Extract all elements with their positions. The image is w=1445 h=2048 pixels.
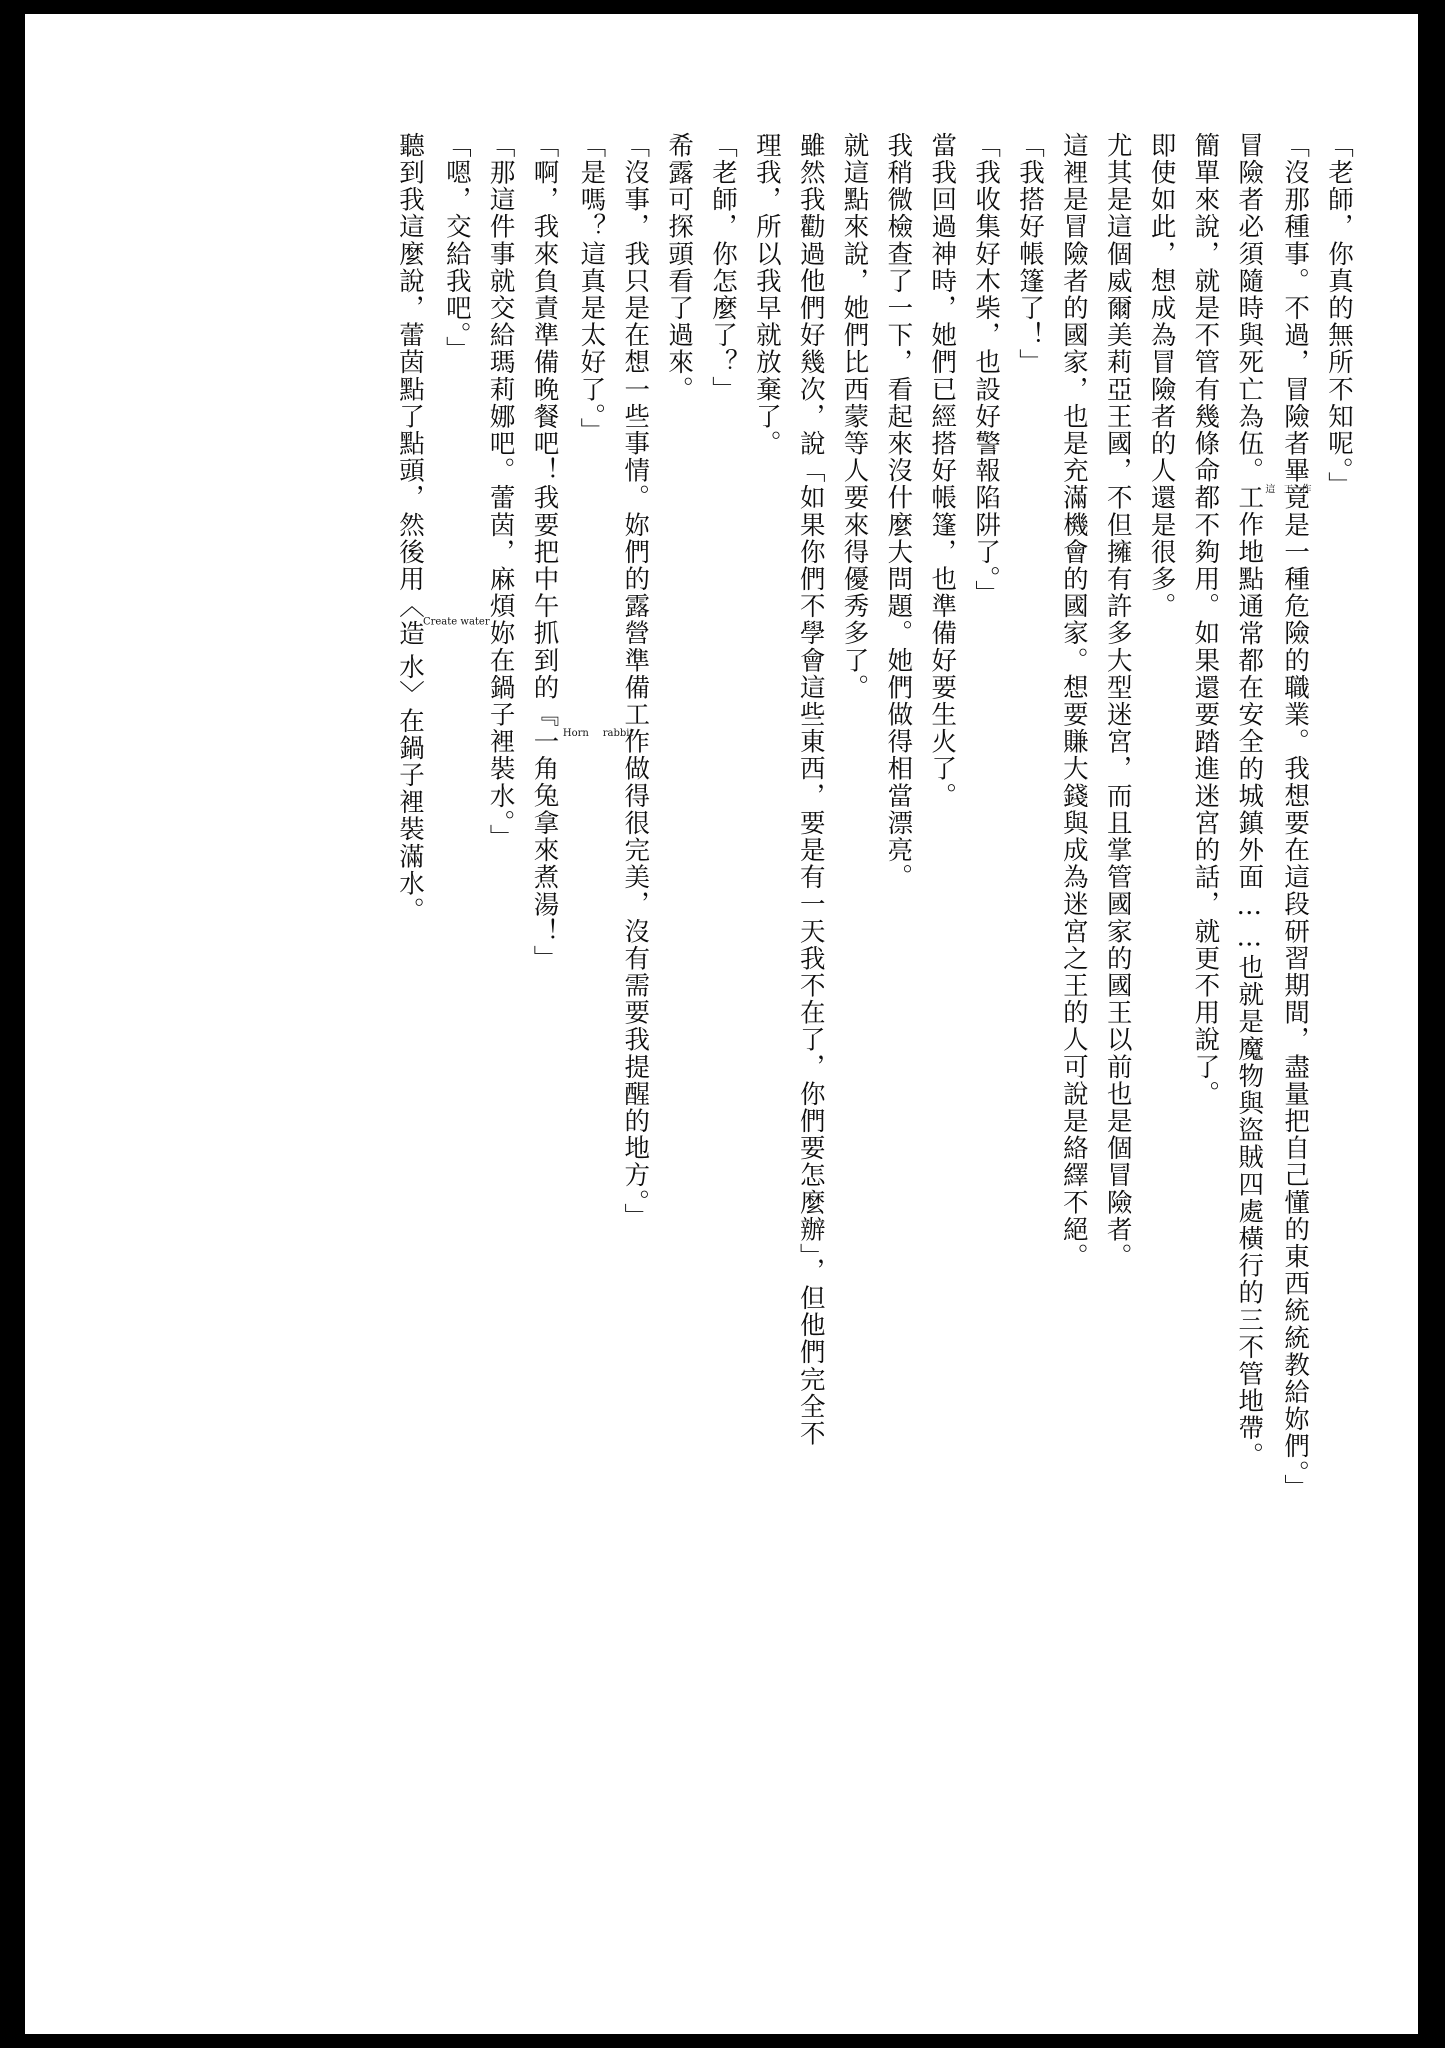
- paragraph-line: [478, 132, 522, 1552]
- paragraph-line: [656, 132, 700, 1552]
- ruby-text: Create water: [422, 616, 434, 684]
- line-text: 「沒事，我只是在想一些事情。妳們的露營準備工作做得很完美，沒有需要我提醒的地方。」: [620, 132, 651, 1231]
- paragraph-line: [744, 132, 788, 1552]
- paragraph-line: 聽到我這麼說，蕾茵點了點頭，然後用〈造水Create water〉在鍋子裡裝滿水。: [394, 132, 434, 925]
- ruby-text: Horn rabbit: [557, 728, 569, 810]
- line-text: 雖然我勸過他們好幾次，說「如果你們不學會這些東西，要是有一天我不在了，你們要怎麼辦」，但他們完全不: [795, 132, 826, 1448]
- line-text: 尤其是這個威爾美莉亞王國，不但擁有許多大型迷宮，而且掌管國家的國王以前也是個冒險者。: [1102, 132, 1133, 1271]
- paragraph-line: [434, 132, 478, 1552]
- ruby-annotated-word: 造水Create water: [394, 616, 434, 684]
- paragraph-line: [700, 132, 744, 1552]
- paragraph-line: [919, 132, 963, 1552]
- ruby-annotated-word: 一角兔Horn rabbit: [529, 728, 569, 810]
- novel-body-text: [130, 132, 1360, 1552]
- line-text: 「老師，你真的無所不知呢。」: [1324, 132, 1354, 499]
- paragraph-line: [1316, 132, 1360, 1552]
- paragraph-line: 冒險者必須隨時與死亡為伍。工作這工作地點通常都在安全的城鎮外面……也就是魔物與盜賊四處橫行的三不管地帶。: [1234, 132, 1273, 1469]
- line-text: 「那這件事就交給瑪莉娜吧。蕾茵，麻煩妳在鍋子裡裝水。」: [485, 132, 516, 851]
- ruby-annotated-word: 工作這工作: [1234, 484, 1273, 539]
- line-text: 這裡是冒險者的國家，也是充滿機會的國家。想要賺大錢與成為迷宮之王的人可說是絡繹不絕。: [1058, 132, 1089, 1271]
- paragraph-line: [1095, 132, 1139, 1552]
- paragraph-line: [876, 132, 920, 1552]
- line-text: 理我，所以我早就放棄了。: [751, 132, 782, 458]
- line-text: 當我回過神時，她們已經搭好帳篷，也準備好要生火了。: [927, 132, 958, 810]
- line-text: 就這點來說，她們比西蒙等人要來得優秀多了。: [839, 132, 870, 702]
- line-text: 「我收集好木柴，也設好警報陷阱了。」: [971, 132, 1002, 608]
- paragraph-line: [612, 132, 656, 1552]
- line-text: 「我搭好帳篷了！」: [1014, 132, 1045, 376]
- paragraph-line: [1051, 132, 1095, 1552]
- paragraph-line: [569, 132, 613, 1552]
- book-page: [25, 14, 1418, 2034]
- line-text: 「嗯，交給我吧。」: [441, 132, 472, 364]
- line-text: 即使如此，想成為冒險者的人還是很多。: [1146, 132, 1177, 620]
- line-text: 簡單來說，就是不管有幾條命都不夠用。如果還要踏進迷宮的話，就更不用說了。: [1190, 132, 1221, 1108]
- paragraph-line: [788, 132, 832, 1552]
- line-text: 希露可探頭看了過來。: [664, 132, 695, 403]
- paragraph-line: [963, 132, 1007, 1552]
- line-text: 「是嗎？這真是太好了。」: [576, 132, 607, 445]
- paragraph-line: [1139, 132, 1183, 1552]
- paragraph-line: [1007, 132, 1051, 1552]
- line-text: 我稍微檢查了一下，看起來沒什麼大問題。她們做得相當漂亮。: [883, 132, 914, 891]
- paragraph-line: 「啊，我來負責準備晚餐吧！我要把中午抓到的『一角兔Horn rabbit拿來煮湯！」: [529, 132, 569, 973]
- paragraph-line: 「沒那種事。不過，冒險者畢竟是一種危險的職業。我想要在這段研習期間，盡量把自己懂的東西統統教給妳們。」: [1280, 132, 1311, 1502]
- paragraph-line: [1183, 132, 1227, 1552]
- paragraph-line: [832, 132, 876, 1552]
- ruby-text: 這工作: [1261, 484, 1273, 539]
- line-text: 「老師，你怎麼了？」: [707, 132, 738, 403]
